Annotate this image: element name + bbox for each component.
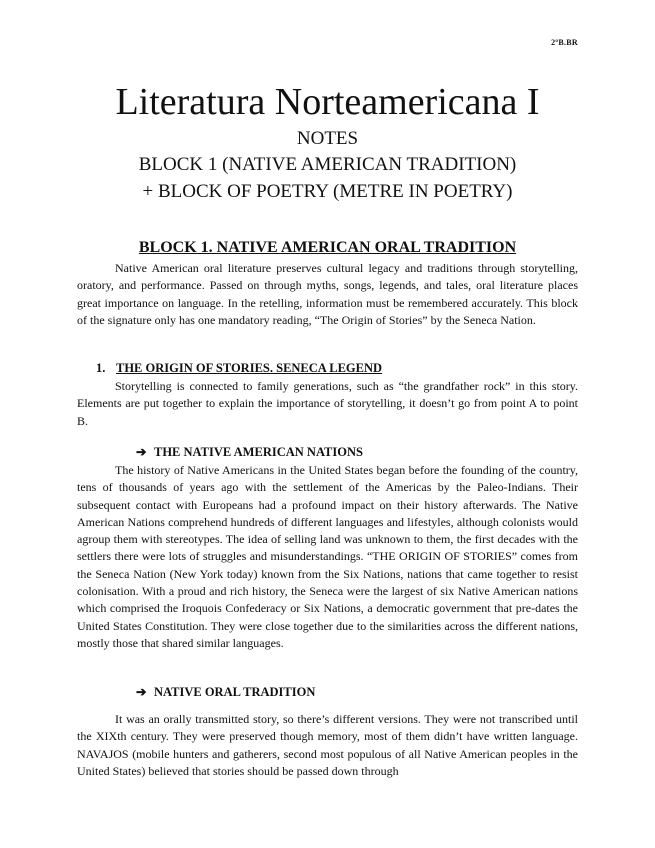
document-title: Literatura Norteamericana I [115, 81, 540, 123]
arrow-right-icon: ➔ [136, 685, 147, 699]
oral-tradition-title: NATIVE ORAL TRADITION [154, 685, 316, 699]
section-1-number: 1. [96, 361, 106, 375]
nations-title: THE NATIVE AMERICAN NATIONS [154, 445, 363, 459]
arrow-right-icon: ➔ [136, 445, 147, 459]
section-1-title: THE ORIGIN OF STORIES. SENECA LEGEND [116, 361, 383, 375]
header-corner-label: 2ºB.BR [551, 38, 578, 47]
nations-paragraph: The history of Native Americans in the United States began before the founding of the country, tens of thousands of years ago with the settlement of the Americas by the Paleo-Indians. Their subsequent contact with Europeans had a profound impact on their history afterwards. The Native American Nations comprehend hundreds of different languages and lifestyles, although colonists would agroup them with stereotypes. The idea of selling land was unknown to them, the first decades with the settlers there were lots of struggles and misunderstandings. “THE ORIGIN OF STORIES” comes from the Seneca Nation (New York today) known from the Six Nations, nations that came together to resist colonisation. With a proud and rich history, the Seneca were the largest of six Native American nations which comprised the Iroquois Confederacy or Six Nations, a democratic government that pre-dates the United States Constitution. They were close together due to the similarities across the different nations, mostly those that shared similar languages. [77, 463, 578, 650]
section-1-heading [96, 360, 382, 377]
subtitle-block-1: BLOCK 1 (NATIVE AMERICAN TRADITION) [138, 154, 517, 175]
subtitle-block-poetry: + BLOCK OF POETRY (METRE IN POETRY) [142, 181, 513, 202]
oral-tradition-heading [136, 684, 315, 701]
oral-tradition-paragraph: It was an orally transmitted story, so there’s different versions. They were not transcribed until the XIXth century. They were preserved though memory, most of them didn’t have written language. NAVAJOS (mobile hunters and gatherers, second most populous of all Native American peoples in the United States) believed that stories should be passed down through [77, 712, 578, 778]
section-1-paragraph: Storytelling is connected to family generations, such as “the grandfather rock” in this story. Elements are put together to explain the importance of storytelling, it doesn’t go from point A to point B. [77, 379, 578, 428]
block-1-heading: BLOCK 1. NATIVE AMERICAN ORAL TRADITION [138, 239, 517, 256]
block-1-intro-paragraph: Native American oral literature preserves cultural legacy and traditions through storytelling, oratory, and performance. Passed on through myths, songs, legends, and tales, oral literature places great importance on language. In the retelling, information must be remembered accurately. This block of the signature only has one mandatory reading, “The Origin of Stories” by the Seneca Nation. [77, 261, 578, 327]
subtitle-notes: NOTES [296, 128, 359, 149]
nations-heading [136, 444, 363, 461]
